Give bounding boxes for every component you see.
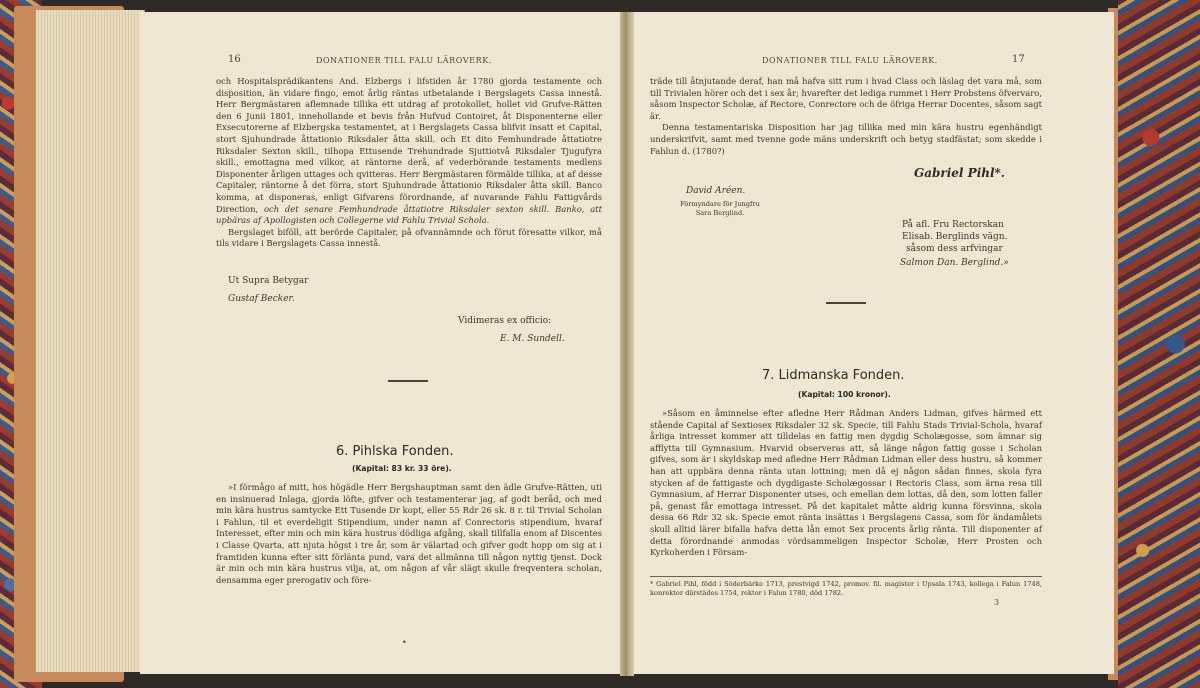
on-behalf-line-1: På afl. Fru Rectorskan (902, 220, 1004, 230)
section-6-capital: (Kapital: 83 kr. 33 öre). (352, 464, 452, 473)
right-page-number: 17 (1012, 54, 1025, 65)
book-spine-gutter (620, 12, 634, 676)
signer-gustaf-becker: Gustaf Becker. (228, 294, 295, 304)
left-page (140, 12, 624, 674)
section-7-text-block (650, 408, 1042, 559)
right-page (630, 12, 1114, 674)
left-running-head: DONATIONER TILL FALU LÄROVERK. (316, 56, 492, 65)
witness-role (670, 200, 770, 218)
section-6-text: »I förmågo af mitt, hos högädle Herr Bergshauptman samt den ädle Grufve-Rätten, uti en insinuerad Inlaga, gjorda löfte, gifver och testamenterar jag, af godt beråd, och med min kära hustrus samtycke Ett Tusende Dr kopt, eller 55 Rdr 26 sk. 8 r. til Trivial Scholan i Fahlun, til et everdeligit Stipendium, under namn af Conrectoris stipendium, hvaraf Interesset, efter min och min kära hustrus dödliga afgång, skall tillfalla enom af Discentes i Classe Qvarta, att njuta högst i tre år, som är välartad och gifver godt hopp om sig at i framtiden kunna efter sitt förlänta pund, vara det allmänna till någon nyttig tjenst. Dock är min och min kära hustrus vilja, at, om någon af vår slägt skulle freqventera scholan, densamma eger prerogativ och före- (216, 482, 602, 585)
right-divider-rule (826, 302, 866, 304)
right-paragraph-1: träde till åtnjutande deraf, han må hafva sitt rum i hvad Class och läslag det vara må, som till Trivialen hörer och det i sex år; hvarefter det lediga rummet i Herr Probstens öfvervaro, såsom Inspector Scholæ, af Rectore, Conrectore och de öfriga Herrar Docentes, såsom sagt är. (650, 76, 1042, 121)
on-behalf-line-2: Elisab. Berglinds vägn. (902, 232, 1008, 242)
section-7-capital: (Kapital: 100 kronor). (798, 390, 891, 399)
left-paragraph-1: och Hospitalsprädikantens And. Elzbergs i lifstiden år 1780 gjorda testamente och disposition, än vidare fingo, emot årlig räntas utbetalande i Bergslagets Cassa innestå. Herr Bergmästaren aflemnade tillika ett utdrag af protokollet, hollet vid Grufve-Rätten den 6 Junii 1801, innehollande et bevis från Hufvud Contoiret, åt Disponenterne eller Exsecutorerne af Elzbergska testamentet, at i Bergslagets Cassa blifvit insatt et Capital, stort Sjuhundrade åttationio Riksdaler åtta skill. och Et dito Femhundrade åttatiotre Riksdaler Sexton skill., tilhopa Ettusende Trehundrade Sjuttiotvå Riksdaler Tjugufyra skill., emottagna med vilkor, at räntorne derå, af vederbörande testaments medlens Disponenter årligen uttages och qvitteras. Herr Bergmästaren förmälde tillika, at af desse Capitaler, räntorne å det förra, stort Sjuhundrade åttationio Riksdaler åtta skill. Banco komma, at disponeras, enligt Gifvarens förordnande, af nuvarande Fahlu Fattigvårds Direction, (216, 76, 602, 214)
signer-salmon-berglind: Salmon Dan. Berglind.» (900, 258, 1009, 268)
left-italic-clause: och det senare Femhundrade åttatiotre Riksdaler sexton skill. Banko, att upbäras af Apollogisten och Collegerne vid Fahlu Trivial Schola. (216, 203, 602, 226)
page-stack-edge (36, 10, 145, 672)
left-body-text (216, 76, 602, 250)
signer-sundell: E. M. Sundell. (500, 334, 565, 344)
section-7-title: 7. Lidmanska Fonden. (762, 368, 905, 383)
section-7-text: »Såsom en åminnelse efter afledne Herr Rådman Anders Lidman, gifves härmed ett stående Capital af Sextiosex Riksdaler 32 sk. Specie, till Fahlu Stads Trivial-Schola, hvaraf årliga intresset kommer att tilldelas en fattig men dygdig Scholægosse, som ämnar sig afflytta till Gymnasium. Hvarvid observeras att, så länge någon fattig gosse i Scholan gifves, som är i skyldskap med afledne Herr Rådman Lidman eller dess hustru, så kommer han att uppbära denna ränta utan lottning; men då ej någon sådan finnes, skola fyra stycken af de fattigaste och dygdigaste Scholægossar i Rectoris Class, som ärna resa till Gymnasium, af Herrar Disponenter utses, och emellan dem lottas, då den, som lotten faller på, genast får emottaga intresset. På det kapitalet måtte aldrig kunna försvinna, skola dessa 66 Rdr 32 sk. Specie emot ränta insättas i Bergslagens Cassa, som för ändamålets skull alltid lärer bifalla hafva detta lån emot Sex procents årlig ränta. Till disponenter af detta förordnande anmodas vördsammeligen Inspector Scholæ, Herr Prosten och Kyrkoherden i Försam- (650, 408, 1042, 558)
right-top-text (650, 76, 1042, 157)
witness-role-line-1: Förmyndare för Jungfru (680, 200, 760, 208)
on-behalf-line-3: såsom dess arfvingar (906, 244, 1003, 254)
footnote-gabriel-pihl: * Gabriel Pihl, född i Söderbärke 1713, prestvigd 1742, promov. fil. magister i Upsala 1743, kollega i Falun 1748, konrektor därstädes 1754, rektor i Falun 1780, död 1782. (650, 580, 1042, 598)
section-6-text-block (216, 482, 602, 586)
right-paragraph-2: Denna testamentariska Disposition har jag tillika med min kära hustru egenhändigt underskrifvit, samt med tvenne gode mäns underskrift och betyg stadfästat; som skedde i Fahlun d. (1780?) (650, 122, 1042, 156)
footnote-rule (650, 576, 1042, 577)
ut-supra-text: Ut Supra Betygar (228, 276, 309, 286)
left-paragraph-2: Bergslaget biföll, att berörde Capitaler, på ofvannämnde och förut föresatte vilkor, må tils vidare i Bergslagets Cassa innestå. (216, 226, 602, 249)
left-bottom-mark: • (402, 638, 407, 647)
signature-mark: 3 (994, 598, 1000, 607)
section-6-title: 6. Pihlska Fonden. (336, 444, 454, 459)
vidimeras-text: Vidimeras ex officio: (458, 316, 552, 326)
left-page-number: 16 (228, 54, 241, 65)
right-running-head: DONATIONER TILL FALU LÄROVERK. (762, 56, 938, 65)
witness-name: David Aréen. (686, 186, 746, 196)
witness-role-line-2: Sara Berglind. (695, 209, 745, 217)
section-divider-rule (388, 380, 428, 382)
signer-gabriel-pihl: Gabriel Pihl*. (914, 166, 1005, 180)
marbled-cover-right (1118, 0, 1200, 688)
